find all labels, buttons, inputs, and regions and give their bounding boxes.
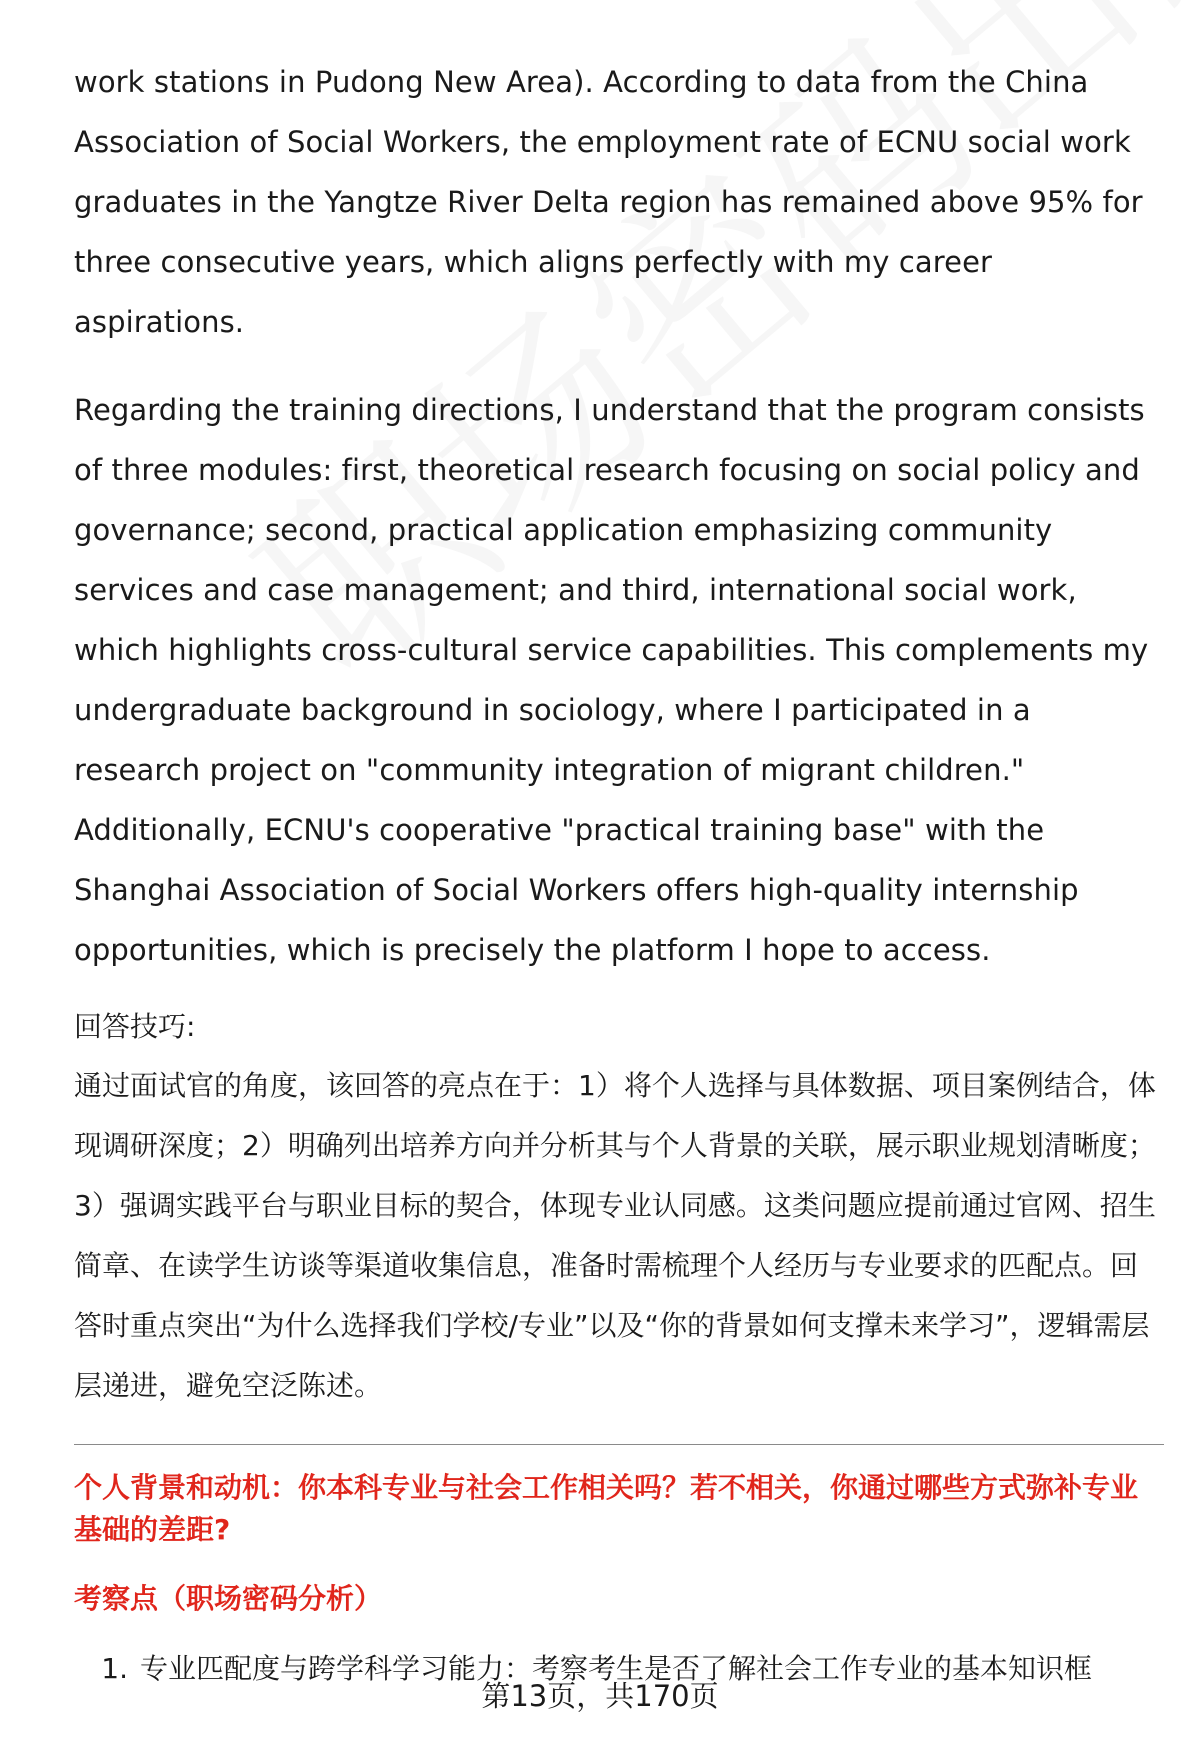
page-footer: 第13页，共170页	[481, 1679, 719, 1713]
tips-heading: 回答技巧:	[74, 1010, 196, 1043]
english-paragraph-2: Regarding the training directions, I understand that the program consists of three modules: first, theoretical research focusing on social policy and governance; second, practical application emphasizing community services and case management; and third, international social work, which highlights cross-cultural service capabilities. This complements my undergraduate background in sociology, where I participated in a research project on "community integration of migrant children." Additionally, ECNU's cooperative "practical training base" with the Shanghai Association of Social Workers offers high-quality internship opportunities, which is precisely the platform I hope to access.	[74, 393, 1149, 967]
document-page	[74, 52, 1164, 1689]
english-paragraph-1: work stations in Pudong New Area). According to data from the China Association of Social Workers, the employment rate of ECNU social work graduates in the Yangtze River Delta region has remained above 95% for three consecutive years, which aligns perfectly with my career aspirations.	[74, 65, 1143, 339]
tips-body: 通过面试官的角度，该回答的亮点在于：1）将个人选择与具体数据、项目案例结合，体现调研深度；2）明确列出培养方向并分析其与个人背景的关联，展示职业规划清晰度；3）强调实践平台与职业目标的契合，体现专业认同感。这类问题应提前通过官网、招生简章、在读学生访谈等渠道收集信息，准备时需梳理个人经历与专业要求的匹配点。回答时重点突出“为什么选择我们学校/专业”以及“你的背景如何支撑未来学习”，逻辑需层层递进，避免空泛陈述。	[74, 1069, 1156, 1402]
question-title: 个人背景和动机：你本科专业与社会工作相关吗？若不相关，你通过哪些方式弥补专业基础的差距?	[74, 1471, 1139, 1546]
list-item-number: 1.	[101, 1652, 128, 1685]
question-subtitle: 考察点（职场密码分析）	[74, 1582, 383, 1615]
section-divider	[74, 1444, 1164, 1445]
list-item-text: 专业匹配度与跨学科学习能力：考察考生是否了解社会工作专业的基本知识框	[140, 1652, 1093, 1685]
